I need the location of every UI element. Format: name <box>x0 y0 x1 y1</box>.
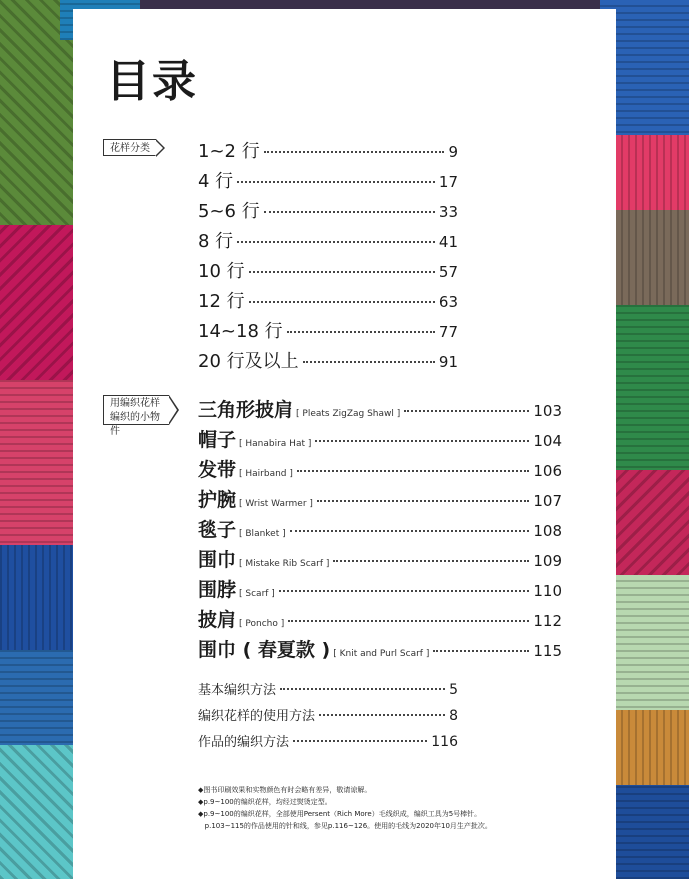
toc-entry[interactable] <box>198 605 562 632</box>
leader-dots <box>249 271 435 273</box>
toc-entry-english: [ Wrist Warmer ] <box>239 499 313 509</box>
toc-entry[interactable] <box>198 287 458 313</box>
toc-entry-page: 107 <box>533 492 562 510</box>
toc-entry-label: 护腕 <box>198 489 237 511</box>
toc-entry-label: 基本编织方法 <box>198 683 277 698</box>
leader-dots <box>333 560 529 562</box>
footnote: p.103~115的作品使用的针和线，参见p.116~126。使用的毛线为2020年10月生产批次。 <box>198 822 492 830</box>
toc-entry-label: 20 行及以上 <box>198 351 299 372</box>
toc-entry[interactable] <box>198 167 458 193</box>
toc-entry[interactable] <box>198 731 458 750</box>
toc-entry-label: 帽子 <box>198 429 237 451</box>
toc-entry-page: 77 <box>438 323 458 341</box>
toc-entry-english: [ Hairband ] <box>239 469 293 479</box>
table-of-contents-page <box>73 9 616 879</box>
leader-dots <box>433 650 529 652</box>
leader-dots <box>264 151 445 153</box>
leader-dots <box>290 530 530 532</box>
leader-dots <box>249 301 435 303</box>
toc-entry-page: 63 <box>438 293 458 311</box>
toc-entry-page: 9 <box>448 143 458 161</box>
leader-dots <box>297 470 529 472</box>
footnote: ◆p.9~100的编织花样，全部使用Persent（Rich More）毛线织成，编织工具为5号棒针。 <box>198 810 482 818</box>
toc-entry-label: 发带 <box>198 459 237 481</box>
toc-entry[interactable] <box>198 635 562 662</box>
leader-dots <box>237 181 435 183</box>
toc-entry-page: 5 <box>449 682 458 698</box>
toc-entry[interactable] <box>198 515 562 542</box>
toc-entry-label: 5~6 行 <box>198 201 260 222</box>
footnotes <box>198 784 492 832</box>
toc-entry-page: 33 <box>438 203 458 221</box>
toc-entry-label: 披肩 <box>198 609 237 631</box>
leader-dots <box>287 331 435 333</box>
footnote: ◆p.9~100的编织花样，均经过熨烫定型。 <box>198 798 332 806</box>
leader-dots <box>315 440 529 442</box>
toc-entry-page: 57 <box>438 263 458 281</box>
toc-entry[interactable] <box>198 137 458 163</box>
section-tag-items: 用编织花样编织的小物件 <box>103 395 169 425</box>
toc-entry-label: 8 行 <box>198 231 234 252</box>
toc-entry-page: 116 <box>431 734 458 750</box>
toc-entry-english: [ Pleats ZigZag Shawl ] <box>296 409 401 419</box>
toc-entry[interactable] <box>198 317 458 343</box>
toc-entry-english: [ Mistake Rib Scarf ] <box>239 559 330 569</box>
toc-entry-label: 编织花样的使用方法 <box>198 709 316 724</box>
toc-entry-english: [ Knit and Purl Scarf ] <box>333 649 430 659</box>
toc-entry-page: 108 <box>533 522 562 540</box>
toc-entry-label: 围巾 <box>198 549 237 571</box>
toc-entry-page: 103 <box>533 402 562 420</box>
toc-entry-label: 1~2 行 <box>198 141 260 162</box>
toc-entry-label: 10 行 <box>198 261 245 282</box>
leader-dots <box>303 361 435 363</box>
toc-entry-label: 三角形披肩 <box>198 399 294 421</box>
toc-entry-label: 14~18 行 <box>198 321 283 342</box>
toc-entry-page: 115 <box>533 642 562 660</box>
toc-entry-page: 17 <box>438 173 458 191</box>
toc-entry-english: [ Blanket ] <box>239 529 286 539</box>
toc-entry-page: 110 <box>533 582 562 600</box>
toc-entry-page: 41 <box>438 233 458 251</box>
toc-entry-label: 4 行 <box>198 171 234 192</box>
toc-entry[interactable] <box>198 257 458 283</box>
leader-dots <box>237 241 435 243</box>
leader-dots <box>264 211 435 213</box>
toc-entry-label: 作品的编织方法 <box>198 735 290 750</box>
toc-entry[interactable] <box>198 679 458 698</box>
toc-entry-english: [ Hanabira Hat ] <box>239 439 312 449</box>
footnote: ◆图书印刷效果和实物颜色有时会略有差异，敬请谅解。 <box>198 786 372 794</box>
leader-dots <box>280 688 445 690</box>
toc-entry[interactable] <box>198 575 562 602</box>
toc-entry[interactable] <box>198 197 458 223</box>
toc-entry[interactable] <box>198 485 562 512</box>
toc-entry-english: [ Poncho ] <box>239 619 285 629</box>
toc-entry-label: 毯子 <box>198 519 237 541</box>
leader-dots <box>319 714 445 716</box>
section-tag-patterns: 花样分类 <box>103 139 156 156</box>
toc-entry-label: 围巾 ( 春夏款 ) <box>198 639 331 661</box>
toc-entry[interactable] <box>198 227 458 253</box>
toc-entry[interactable] <box>198 545 562 572</box>
toc-entry[interactable] <box>198 395 562 422</box>
leader-dots <box>293 740 427 742</box>
leader-dots <box>288 620 529 622</box>
toc-entry-page: 112 <box>533 612 562 630</box>
toc-entry-page: 106 <box>533 462 562 480</box>
toc-entry[interactable] <box>198 347 458 373</box>
toc-entry-page: 8 <box>449 708 458 724</box>
toc-entry-page: 104 <box>533 432 562 450</box>
toc-entry[interactable] <box>198 425 562 452</box>
toc-entry-page: 109 <box>533 552 562 570</box>
leader-dots <box>317 500 529 502</box>
toc-entry-page: 91 <box>438 353 458 371</box>
toc-entry-label: 12 行 <box>198 291 245 312</box>
page-title: 目录 <box>106 56 198 107</box>
leader-dots <box>404 410 529 412</box>
toc-entry[interactable] <box>198 455 562 482</box>
toc-entry-label: 围脖 <box>198 579 237 601</box>
leader-dots <box>279 590 530 592</box>
toc-entry[interactable] <box>198 705 458 724</box>
toc-entry-english: [ Scarf ] <box>239 589 275 599</box>
